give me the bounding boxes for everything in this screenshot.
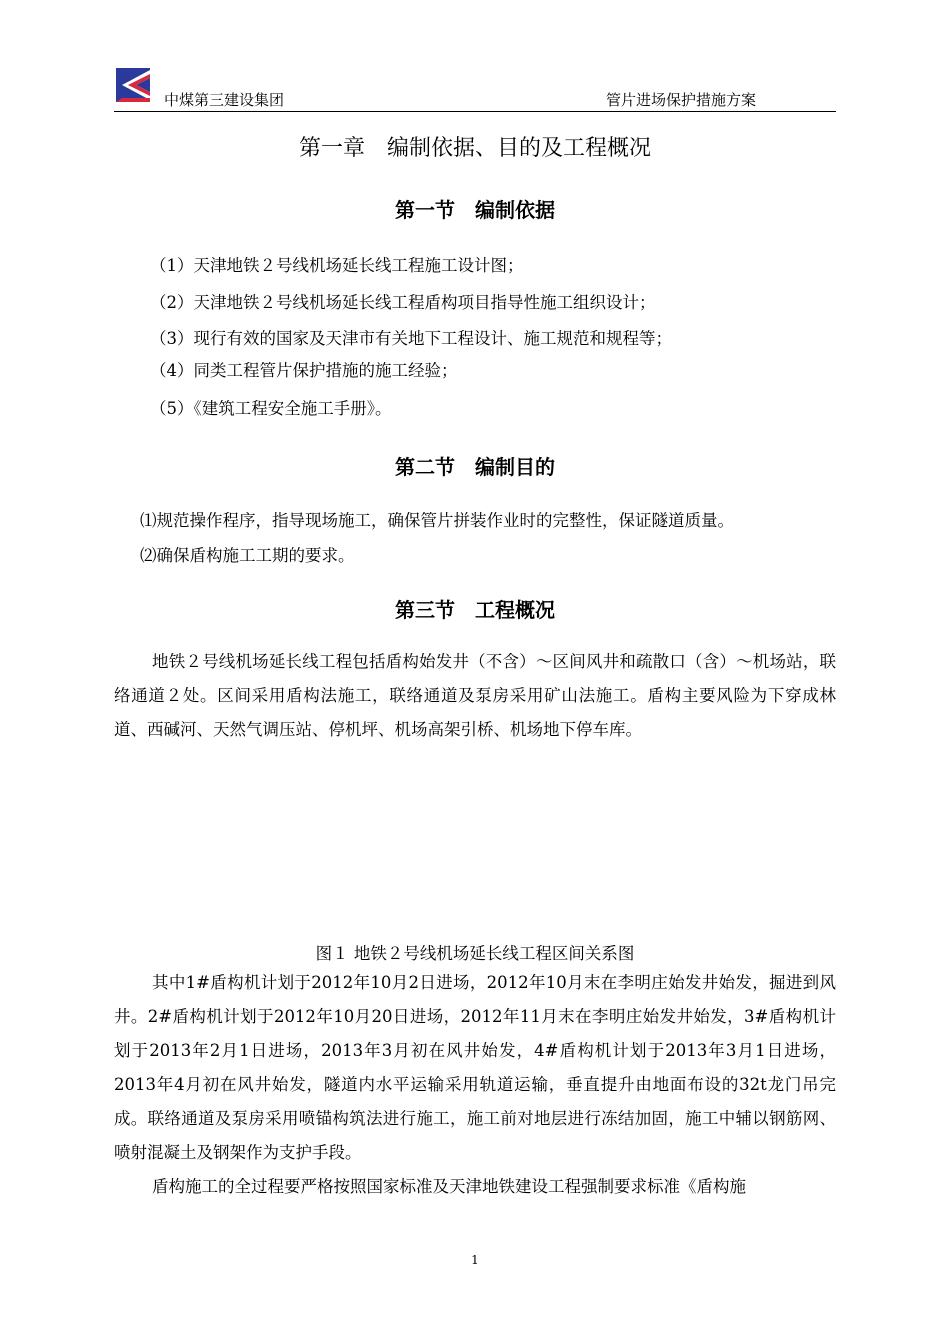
header-org-name: 中煤第三建设集团 bbox=[164, 91, 285, 109]
list-item: （4）同类工程管片保护措施的施工经验； bbox=[150, 361, 458, 380]
standards-text: 盾构施工的全过程要严格按照国家标准及天津地铁建设工程强制要求标准《盾构施 bbox=[152, 1177, 746, 1196]
section-2-title: 第二节 编制目的 bbox=[395, 455, 555, 479]
section-3-title: 第三节 工程概况 bbox=[395, 598, 555, 622]
overview-paragraph bbox=[114, 645, 836, 747]
list-item: ⑵确保盾构施工工期的要求。 bbox=[140, 546, 355, 565]
list-item: （1）天津地铁２号线机场延长线工程施工设计图； bbox=[150, 256, 524, 275]
schedule-paragraph bbox=[114, 966, 836, 1204]
list-item: ⑴规范操作程序，指导现场施工，确保管片拼装作业时的完整性，保证隧道质量。 bbox=[140, 511, 734, 530]
list-item: （2）天津地铁２号线机场延长线工程盾构项目指导性施工组织设计； bbox=[150, 293, 656, 312]
header-divider bbox=[114, 111, 836, 112]
company-logo-icon bbox=[116, 68, 150, 102]
page-number: 1 bbox=[471, 1253, 479, 1267]
section-1-title: 第一节 编制依据 bbox=[395, 198, 555, 222]
overview-text: 地铁２号线机场延长线工程包括盾构始发井（不含）～区间风井和疏散口（含）～机场站，联络通道２处。区间采用盾构法施工，联络通道及泵房采用矿山法施工。盾构主要风险为下穿成林道、西碱河、天然气调压站、停机坪、机场高架引桥、机场地下停车库。 bbox=[114, 652, 836, 739]
chapter-title: 第一章 编制依据、目的及工程概况 bbox=[298, 136, 651, 161]
list-item: （5）《建筑工程安全施工手册》。 bbox=[150, 399, 392, 418]
list-item: （3）现行有效的国家及天津市有关地下工程设计、施工规范和规程等； bbox=[150, 329, 672, 348]
header-doc-title: 管片进场保护措施方案 bbox=[606, 91, 757, 109]
figure-caption: 图１ 地铁２号线机场延长线工程区间关系图 bbox=[315, 944, 635, 963]
schedule-text: 其中1#盾构机计划于2012年10月2日进场，2012年10月末在李明庄始发井始发，掘进到风井。2#盾构机计划于2012年10月20日进场，2012年11月末在李明庄始发井始发，3#盾构机计划于2013年2月1日进场，2013年3月初在风井始发，4#盾构机计划于2013年3月1日进场，2013年4月初在风井始发，隧道内水平运输采用轨道运输，垂直提升由地面布设的32t龙门吊完成。联络通道及泵房采用喷锚构筑法进行施工，施工前对地层进行冻结加固，施工中辅以钢筋网、喷射混凝土及钢架作为支护手段。 bbox=[114, 973, 836, 1162]
